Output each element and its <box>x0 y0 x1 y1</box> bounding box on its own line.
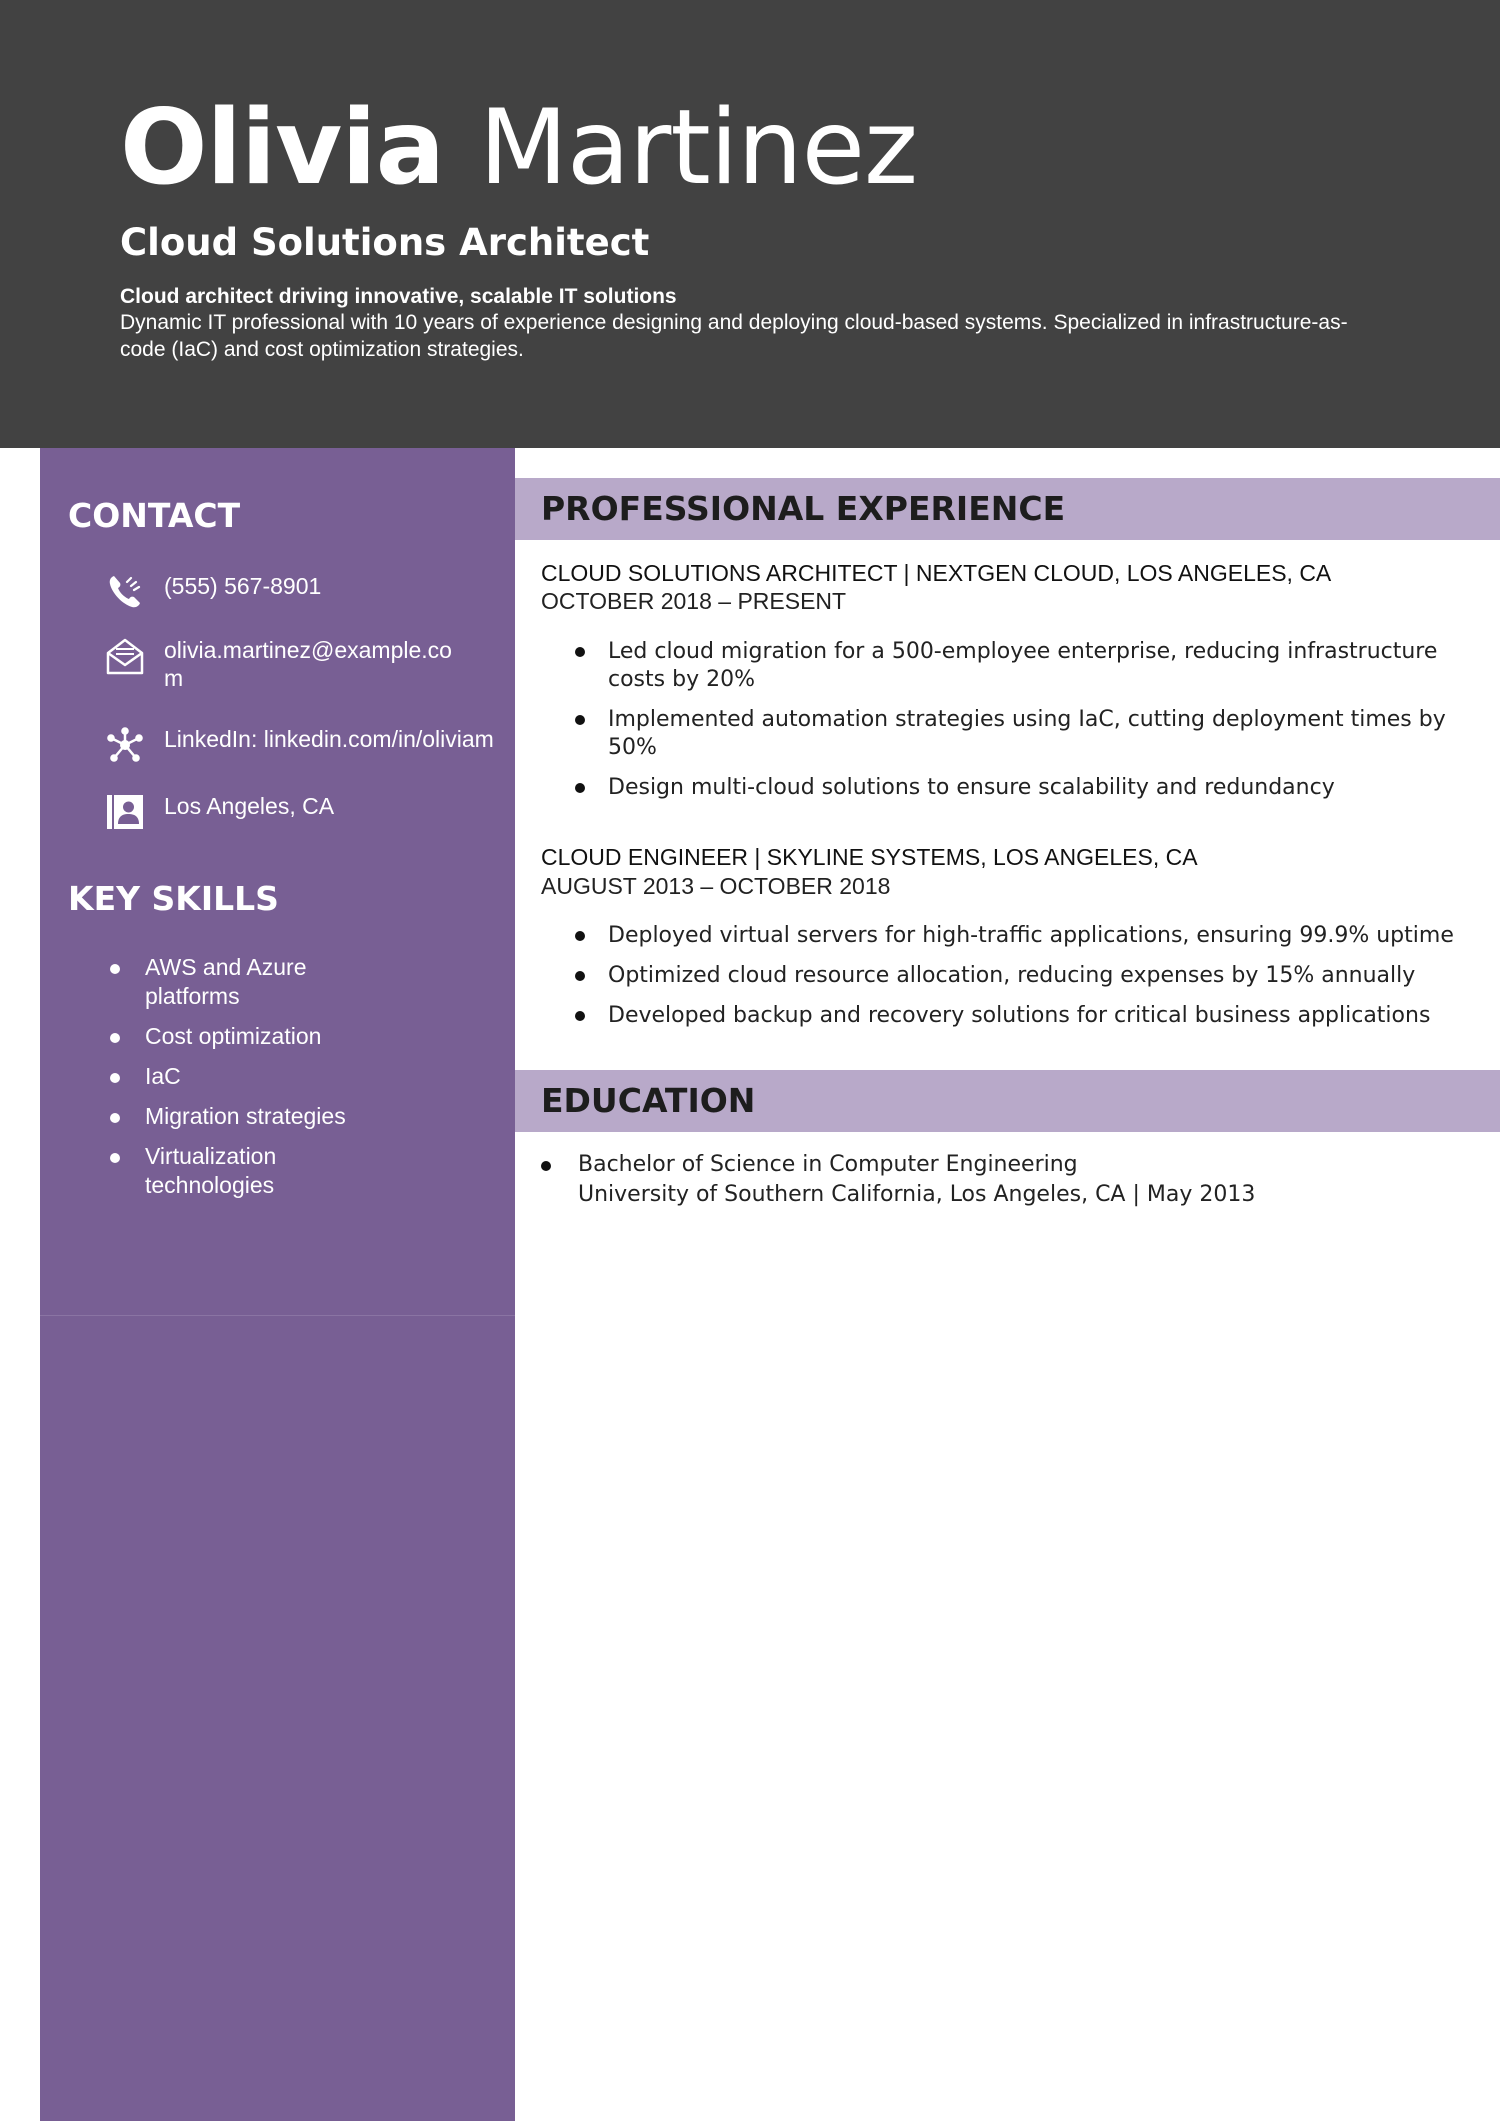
contact-phone <box>105 572 515 612</box>
sidebar-divider <box>40 1315 515 1316</box>
job-2-dates: AUGUST 2013 – OCTOBER 2018 <box>541 873 891 899</box>
candidate-name <box>120 88 917 208</box>
sidebar <box>40 448 515 2121</box>
education-school: University of Southern California, Los Angeles, CA | May 2013 <box>578 1182 1256 1207</box>
experience-section-bar <box>515 478 1500 540</box>
job-1-title: CLOUD SOLUTIONS ARCHITECT | NEXTGEN CLOUD, LOS ANGELES, CA <box>541 560 1332 586</box>
linkedin-url: LinkedIn: linkedin.com/in/oliviam <box>164 726 494 752</box>
education-heading: EDUCATION <box>541 1081 756 1120</box>
skills-heading: KEY SKILLS <box>68 879 279 918</box>
job-bullet: Design multi-cloud solutions to ensure scalability and redundancy <box>575 774 1465 802</box>
summary: Dynamic IT professional with 10 years of experience designing and deploying cloud-based systems. Specialized in infrastructure-as-code (IaC) and cost optimization strategies. <box>120 311 1348 361</box>
skills-list <box>108 953 405 1211</box>
skill-item: Virtualization technologies <box>108 1142 325 1200</box>
experience-heading: PROFESSIONAL EXPERIENCE <box>541 489 1066 528</box>
contact-location <box>105 792 515 832</box>
job-2-bullets <box>575 922 1465 1042</box>
job-2-title: CLOUD ENGINEER | SKYLINE SYSTEMS, LOS ANGELES, CA <box>541 844 1198 870</box>
skill-item: Migration strategies <box>108 1102 405 1131</box>
job-bullet: Implemented automation strategies using IaC, cutting deployment times by 50% <box>575 706 1465 762</box>
education-item <box>541 1150 1478 1210</box>
job-title: Cloud Solutions Architect <box>120 221 650 264</box>
phone-number: (555) 567-8901 <box>164 573 322 599</box>
job-bullet: Deployed virtual servers for high-traffic applications, ensuring 99.9% uptime <box>575 922 1465 950</box>
first-name: Olivia <box>120 88 445 208</box>
job-1-bullets <box>575 638 1465 814</box>
job-bullet: Developed backup and recovery solutions for critical business applications <box>575 1002 1465 1030</box>
job-bullet: Optimized cloud resource allocation, reducing expenses by 15% annually <box>575 962 1465 990</box>
network-icon <box>105 725 145 765</box>
contact-linkedin <box>105 725 515 765</box>
job-1-dates: OCTOBER 2018 – PRESENT <box>541 588 847 614</box>
resume-header <box>0 0 1500 448</box>
education-section-bar <box>515 1070 1500 1132</box>
skill-item: AWS and Azure platforms <box>108 953 405 1011</box>
location: Los Angeles, CA <box>164 793 335 819</box>
last-name: Martinez <box>478 88 918 208</box>
skill-item: Cost optimization <box>108 1022 405 1051</box>
education-degree: Bachelor of Science in Computer Engineering <box>578 1152 1078 1177</box>
contact-email <box>105 636 515 692</box>
skill-item: IaC <box>108 1062 405 1091</box>
tagline: Cloud architect driving innovative, scalable IT solutions <box>120 285 677 308</box>
phone-icon <box>105 572 145 612</box>
email-icon <box>105 636 145 676</box>
contact-heading: CONTACT <box>68 496 241 535</box>
address-card-icon <box>105 792 145 832</box>
job-bullet: Led cloud migration for a 500-employee enterprise, reducing infrastructure costs by 20% <box>575 638 1465 694</box>
email-address: olivia.martinez@example.com <box>164 637 452 691</box>
